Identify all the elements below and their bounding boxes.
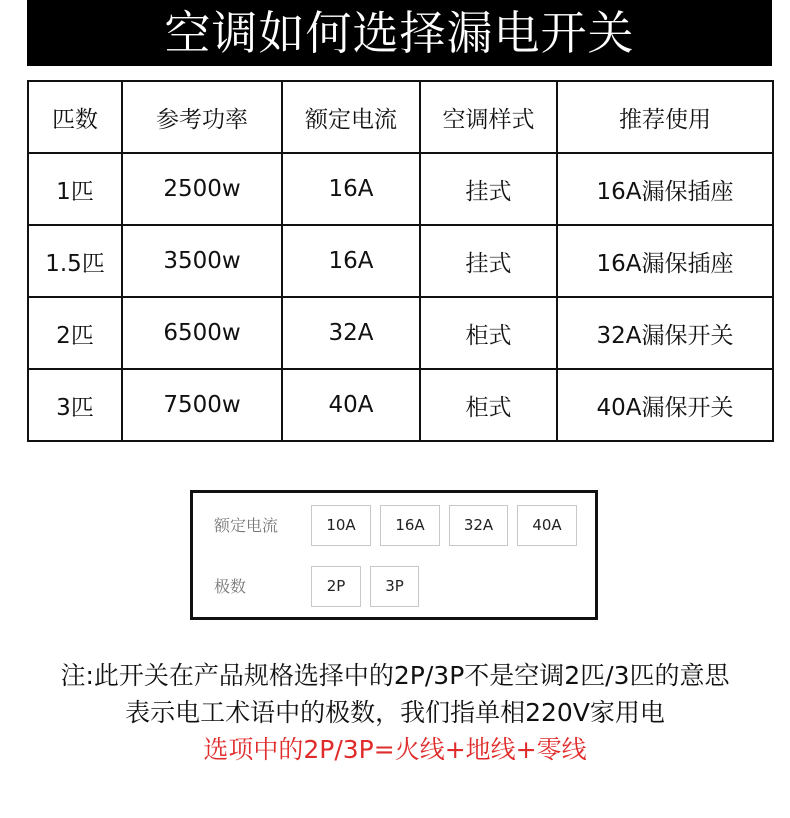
table-cell: 7500w bbox=[122, 369, 282, 441]
table-cell: 2500w bbox=[122, 153, 282, 225]
note-line-1: 注:此开关在产品规格选择中的2P/3P不是空调2匹/3匹的意思 bbox=[60, 661, 730, 690]
option-2p-button[interactable]: 2P bbox=[311, 566, 361, 607]
table-cell: 16A bbox=[282, 225, 420, 297]
option-32a-button[interactable]: 32A bbox=[449, 505, 508, 546]
table-cell: 40A bbox=[282, 369, 420, 441]
table-row bbox=[28, 225, 773, 297]
header-horsepower: 匹数 bbox=[28, 81, 122, 153]
table-cell: 柜式 bbox=[420, 369, 557, 441]
title-banner bbox=[27, 0, 772, 66]
table-cell: 1匹 bbox=[28, 153, 122, 225]
table-cell: 2匹 bbox=[28, 297, 122, 369]
table-cell: 3500w bbox=[122, 225, 282, 297]
table-cell: 柜式 bbox=[420, 297, 557, 369]
table-row bbox=[28, 369, 773, 441]
table-cell: 32A漏保开关 bbox=[557, 297, 773, 369]
poles-label: 极数 bbox=[214, 577, 247, 596]
header-reference-power: 参考功率 bbox=[122, 81, 282, 153]
table-cell: 挂式 bbox=[420, 225, 557, 297]
header-ac-style: 空调样式 bbox=[420, 81, 557, 153]
table-cell: 40A漏保开关 bbox=[557, 369, 773, 441]
table-cell: 3匹 bbox=[28, 369, 122, 441]
table-row bbox=[28, 153, 773, 225]
header-recommended: 推荐使用 bbox=[557, 81, 773, 153]
notes bbox=[0, 657, 790, 768]
table-cell: 16A漏保插座 bbox=[557, 153, 773, 225]
table-cell: 16A漏保插座 bbox=[557, 225, 773, 297]
spec-table bbox=[27, 80, 774, 442]
table-cell: 6500w bbox=[122, 297, 282, 369]
option-3p-button[interactable]: 3P bbox=[370, 566, 419, 607]
table-cell: 16A bbox=[282, 153, 420, 225]
option-16a-button[interactable]: 16A bbox=[380, 505, 440, 546]
table-cell: 挂式 bbox=[420, 153, 557, 225]
table-header-row bbox=[28, 81, 773, 153]
option-40a-button[interactable]: 40A bbox=[517, 505, 577, 546]
note-line-2: 表示电工术语中的极数，我们指单相220V家用电 bbox=[125, 698, 665, 727]
table-cell: 32A bbox=[282, 297, 420, 369]
rated-current-label: 额定电流 bbox=[214, 516, 279, 535]
table-cell: 1.5匹 bbox=[28, 225, 122, 297]
table-row bbox=[28, 297, 773, 369]
note-line-highlight: 选项中的2P/3P=火线+地线+零线 bbox=[203, 735, 587, 764]
page-title: 空调如何选择漏电开关 bbox=[164, 6, 635, 60]
header-rated-current: 额定电流 bbox=[282, 81, 420, 153]
spec-selector bbox=[190, 490, 598, 620]
option-10a-button[interactable]: 10A bbox=[311, 505, 371, 546]
